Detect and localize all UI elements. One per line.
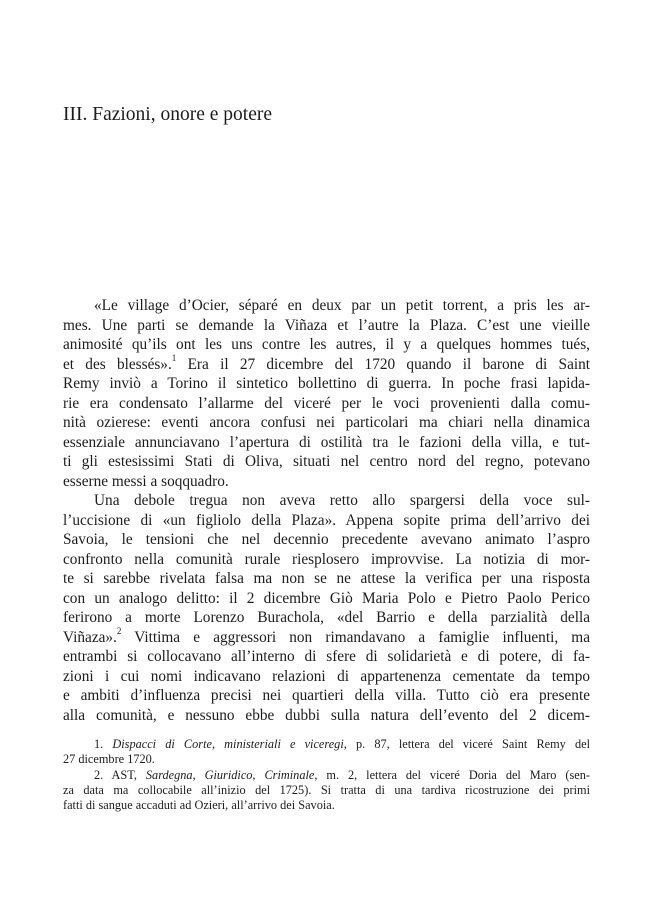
- text-line: [63, 355, 590, 375]
- text-line: e ambiti d’influenza precisi nei quartieri della villa. Tutto ciò era presente: [63, 687, 590, 704]
- text-run: Vittima e aggressori non rimandavano a famiglie influenti, ma: [121, 628, 590, 646]
- text-line: entrambi si collocavano all’interno di sfere di solidarietà e di potere, di fa-: [63, 648, 590, 665]
- text-line: Savoia, le tensioni che nel decennio precedente avevano animato l’aspro: [63, 531, 590, 548]
- footnote-line: [63, 768, 590, 783]
- footnote-ref: 2: [116, 626, 122, 637]
- text-line: Una debole tregua non aveva retto allo spargersi della voce sul-: [94, 492, 590, 509]
- footnote-line: [63, 737, 590, 752]
- footnotes: [63, 737, 590, 813]
- text-run: Viñaza».: [63, 628, 117, 646]
- text-line: essenziale annunciavano l’apertura di ostilità tra le fazioni della villa, e tut-: [63, 433, 590, 451]
- footnote-italic: Sardegna, Giuridico, Criminale: [145, 767, 315, 782]
- footnote-italic: Dispacci di Corte, ministeriali e viceregi: [112, 737, 344, 751]
- paragraph: [63, 491, 590, 725]
- text-line: ti gli estesissimi Stati di Oliva, situati nel centro nord del regno, potevano: [63, 453, 590, 470]
- text-line: zioni i cui nomi indicavano relazioni di appartenenza cementate da tempo: [63, 667, 590, 685]
- footnote-line: za data ma collocabile all’inizio del 1725). Si tratta di una tardiva ricostruzione dei primi: [63, 782, 590, 797]
- footnote-text: , p. 87, lettera del viceré Saint Remy del: [343, 737, 590, 751]
- text-run: et des blessés».: [63, 355, 172, 373]
- text-line: rie era condensato l’allarme del viceré per le voci provenienti dalla comu-: [63, 394, 590, 412]
- footnote-line: 27 dicembre 1720.: [63, 752, 155, 767]
- text-line: animosité qu’ils ont les uns contre les autres, il y a quelques hommes tués,: [63, 336, 590, 353]
- text-line: [63, 628, 590, 648]
- text-run: Era il 27 dicembre del 1720 quando il barone di Saint: [176, 355, 591, 373]
- body-text: [63, 296, 590, 725]
- footnote-number: 2.: [94, 767, 104, 782]
- paragraph: [63, 296, 590, 491]
- footnote-2: [63, 768, 590, 814]
- footnote-number: 1.: [94, 737, 104, 751]
- text-line: ferirono a morte Lorenzo Burachola, «del Barrio e della parzialità della: [63, 609, 590, 626]
- text-line: «Le village d’Ocier, séparé en deux par un petit torrent, a pris les ar-: [94, 297, 590, 314]
- text-line: esserne messi a soqquadro.: [63, 472, 229, 490]
- chapter-title: III. Fazioni, onore e potere: [63, 104, 272, 125]
- text-line: mes. Une parti se demande la Viñaza et l’autre la Plaza. C’est une vieille: [63, 316, 590, 334]
- text-line: nità ozierese: eventi ancora confusi nei particolari ma chiari nella dinamica: [63, 414, 590, 431]
- text-line: te si sarebbe rivelata falsa ma non se ne attese la verifica per una risposta: [63, 570, 590, 587]
- text-line: alla comunità, e nessuno ebbe dubbi sulla natura dell’evento del 2 dicem-: [63, 706, 590, 724]
- text-line: l’uccisione di «un figliolo della Plaza». Appena sopite prima dell’arrivo dei: [63, 511, 590, 529]
- footnote-1: [63, 737, 590, 768]
- text-line: Remy inviò a Torino il sintetico bollettino di guerra. In poche frasi lapida-: [63, 375, 590, 392]
- footnote-text: , m. 2, lettera del viceré Doria del Maro (sen-: [314, 767, 590, 782]
- footnote-ref: 1: [171, 353, 177, 364]
- footnote-text: AST,: [111, 767, 146, 782]
- text-line: con un analogo delitto: il 2 dicembre Giò Maria Polo e Pietro Paolo Perico: [63, 589, 590, 607]
- text-line: confronto nella comunità rurale riesplosero improvvise. La notizia di mor-: [63, 550, 590, 568]
- footnote-line: fatti di sangue accaduti ad Ozieri, all’arrivo dei Savoia.: [63, 798, 335, 813]
